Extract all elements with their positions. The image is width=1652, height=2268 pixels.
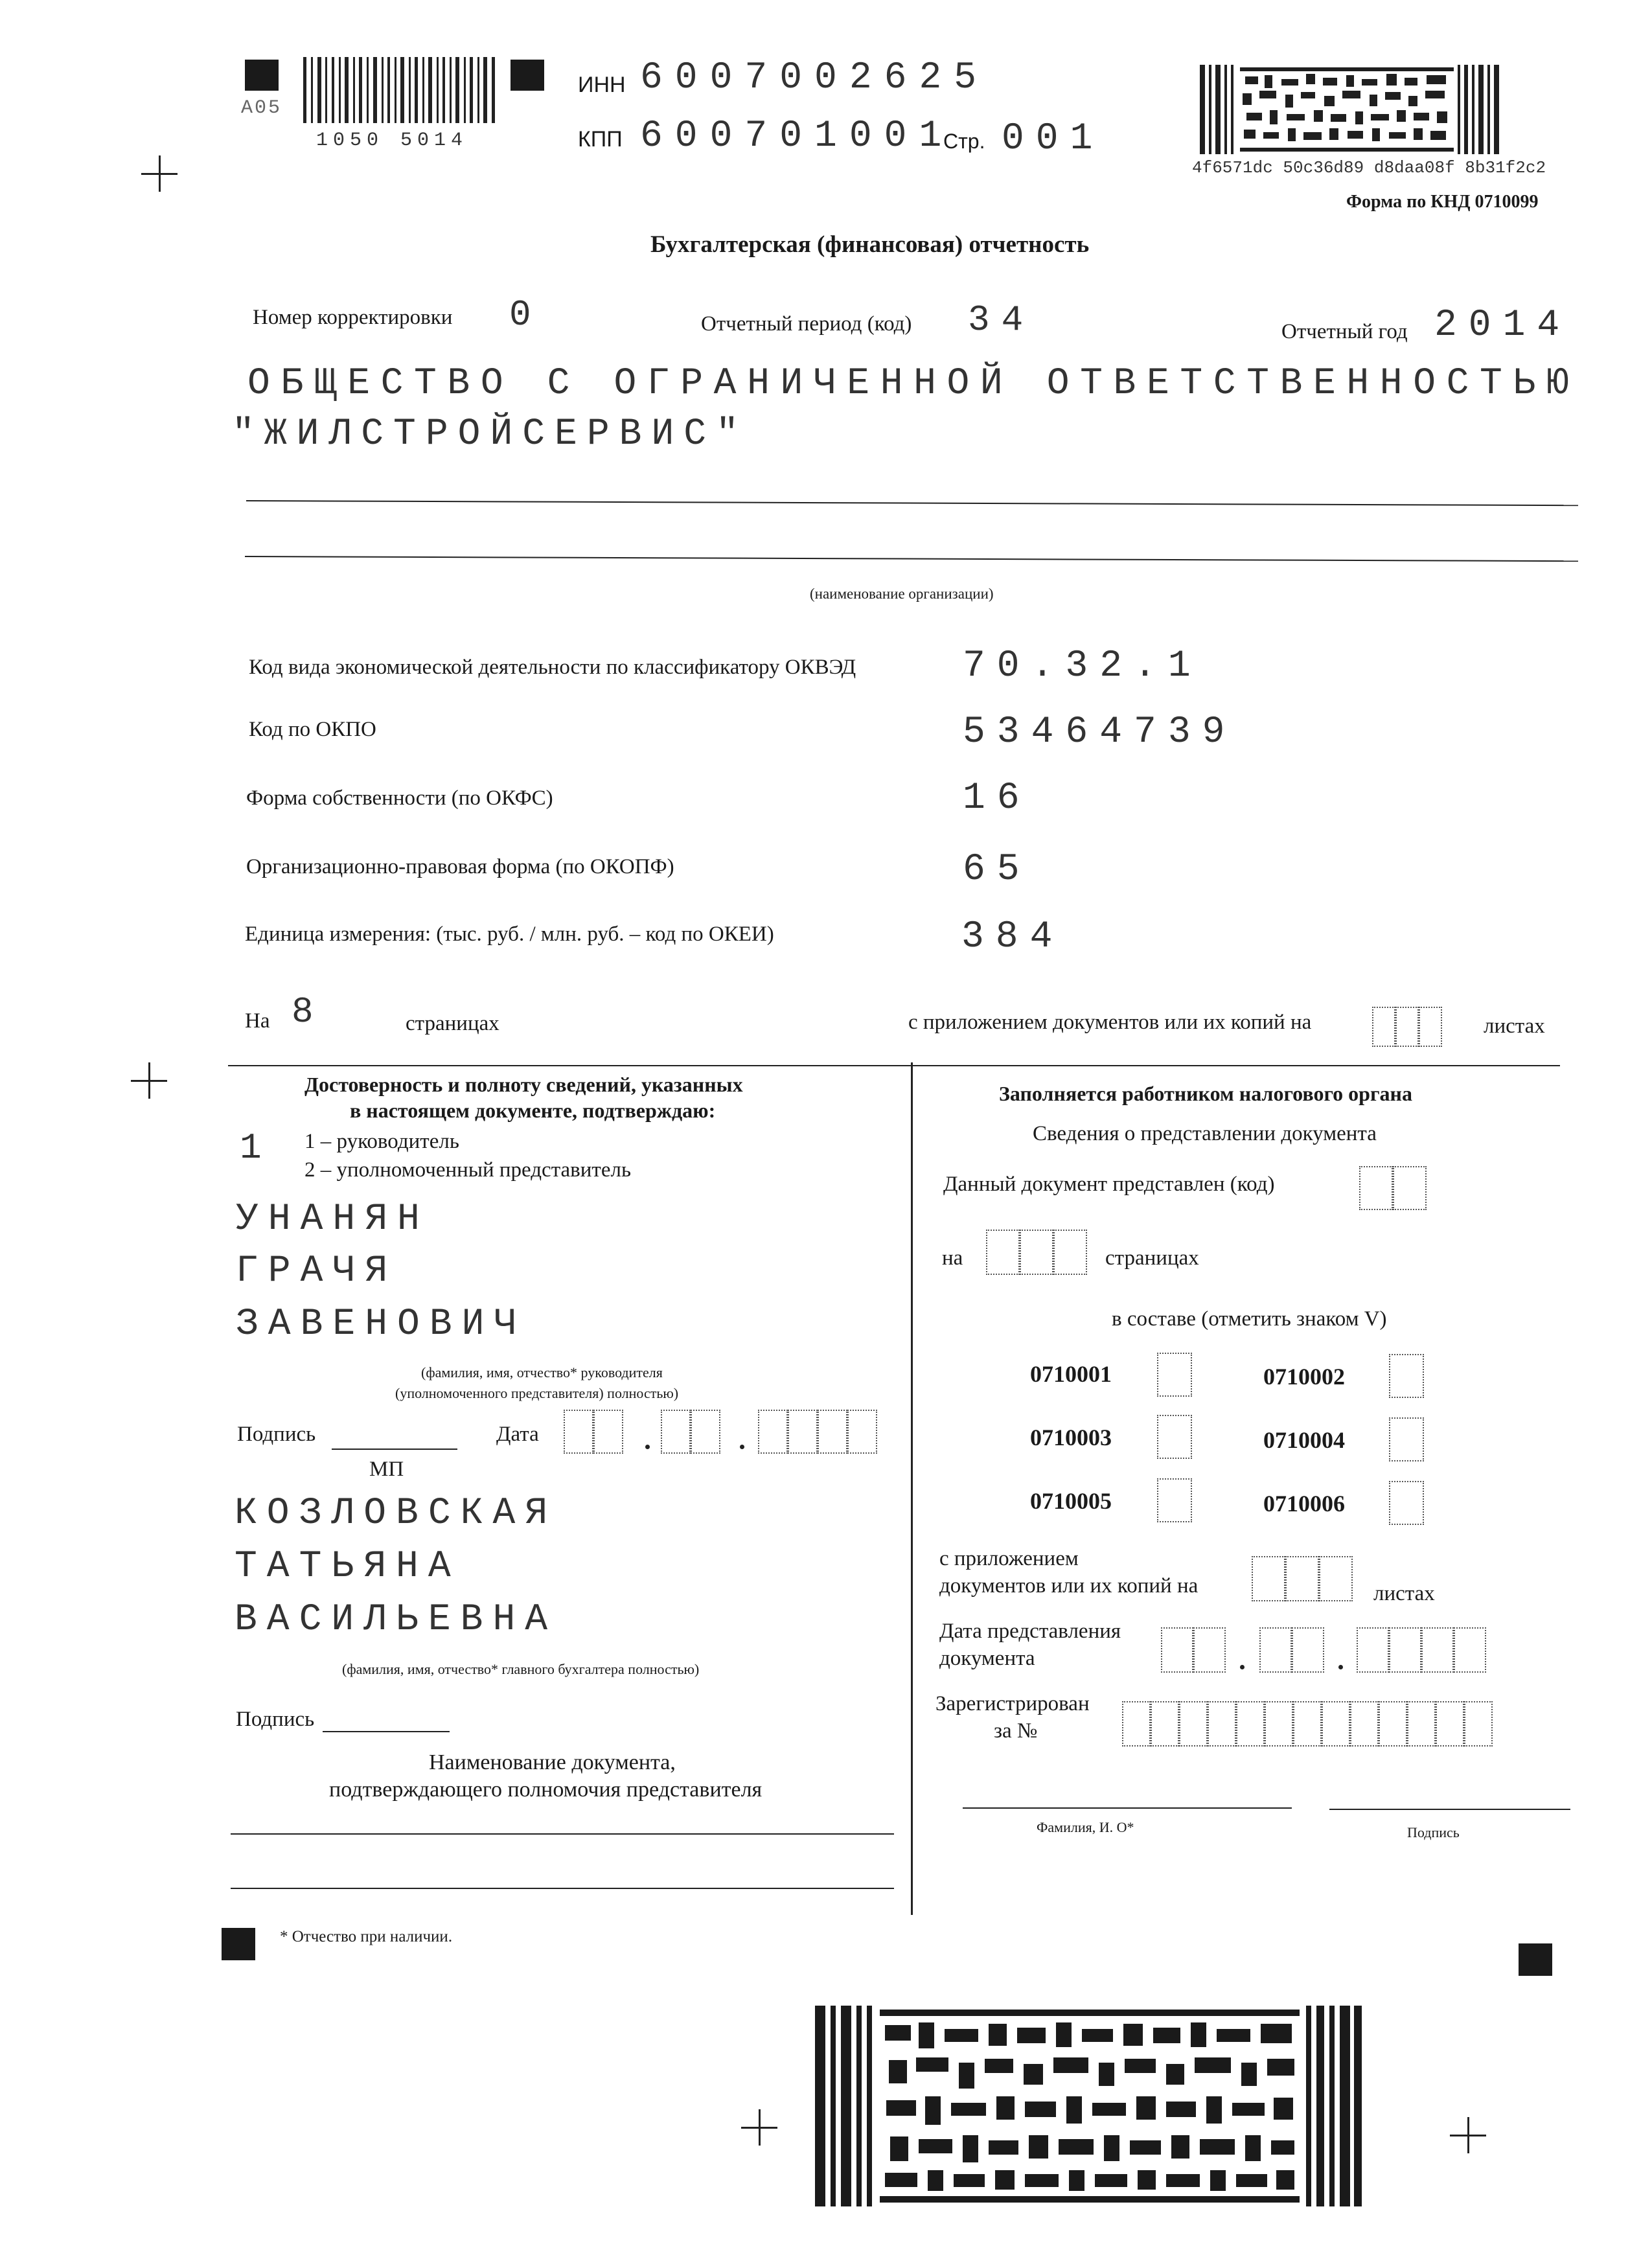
signature-label: Подпись [237, 1423, 316, 1446]
footnote: * Отчество при наличии. [280, 1928, 453, 1945]
submission-date-separator-1 [1240, 1665, 1245, 1669]
okfs-label: Форма собственности (по ОКФС) [246, 786, 553, 810]
barcode-2d-bottom [815, 2006, 1363, 2206]
signature2-line[interactable] [323, 1731, 450, 1732]
document-title: Бухгалтерская (финансовая) отчетность [650, 231, 1090, 258]
right-attach-label-line2: документов или их копий на [939, 1574, 1199, 1598]
barcode-small [303, 57, 498, 123]
form-0710006-label: 0710006 [1263, 1491, 1345, 1517]
confirm-title-line1: Достоверность и полноту сведений, указанных [304, 1073, 743, 1096]
submission-date-day-cells[interactable] [1161, 1627, 1226, 1673]
page-label: Стр. [943, 130, 985, 153]
submitted-code-cells[interactable] [1359, 1166, 1427, 1210]
form-0710005-label: 0710005 [1030, 1488, 1112, 1514]
crosshair-mark-left [131, 1062, 167, 1099]
inn-label: ИНН [578, 73, 626, 97]
tax-officer-name-line[interactable] [963, 1807, 1292, 1809]
knd-form-code: Форма по КНД 0710099 [1346, 192, 1539, 212]
tax-officer-name-caption: Фамилия, И. О* [1037, 1819, 1134, 1835]
accountant-patronymic: ВАСИЛЬЕВНА [235, 1599, 558, 1641]
submission-date-label-line1: Дата представления [939, 1620, 1121, 1643]
date-separator-1 [645, 1445, 650, 1449]
registration-mark-top-left [245, 60, 279, 91]
registration-mark-bottom-left [222, 1928, 255, 1960]
organization-caption: (наименование организации) [810, 586, 994, 602]
confirm-title-line2: в настоящем документе, подтверждаю: [350, 1099, 716, 1122]
submitted-code-label: Данный документ представлен (код) [943, 1173, 1275, 1196]
right-pages-label: страницах [1105, 1246, 1199, 1270]
submission-date-month-cells[interactable] [1259, 1627, 1324, 1673]
signer-code: 1 [240, 1127, 262, 1169]
organization-name-line2: "ЖИЛСТРОЙСЕРВИС" [232, 413, 748, 455]
signature-line[interactable] [332, 1449, 457, 1450]
registration-number-cells[interactable] [1122, 1701, 1493, 1747]
head-caption-line1: (фамилия, имя, отчество* руководителя [421, 1364, 663, 1380]
barcode-number: 1050 5014 [316, 130, 468, 152]
pages-on-label: На [245, 1009, 270, 1033]
registered-label-line2: за № [994, 1719, 1038, 1743]
attachments-label: с приложением документов или их копий на [908, 1011, 1312, 1034]
correction-value: 0 [509, 294, 531, 336]
form-0710003-label: 0710003 [1030, 1425, 1112, 1450]
date-month-cells[interactable] [661, 1410, 720, 1454]
form-0710001-label: 0710001 [1030, 1361, 1112, 1387]
submission-date-label-line2: документа [939, 1647, 1035, 1670]
right-attach-label-line1: с приложением [939, 1547, 1079, 1570]
period-value: 34 [968, 299, 1035, 341]
signer-option-2: 2 – уполномоченный представитель [304, 1158, 632, 1182]
authority-doc-line-2[interactable] [231, 1888, 894, 1889]
head-caption-line2: (уполномоченного представителя) полностью) [395, 1385, 679, 1401]
accountant-surname: КОЗЛОВСКАЯ [235, 1493, 558, 1535]
tax-officer-signature-line[interactable] [1329, 1809, 1570, 1810]
year-value: 2014 [1434, 304, 1572, 347]
right-sheets-label: листах [1373, 1582, 1435, 1605]
form-0710001-checkbox[interactable] [1157, 1353, 1192, 1397]
submission-date-separator-2 [1338, 1665, 1343, 1669]
right-on-label: на [942, 1246, 963, 1270]
date-label: Дата [496, 1423, 539, 1446]
section-divider [228, 1065, 1560, 1066]
okpo-label: Код по ОКПО [249, 718, 376, 741]
okfs-value: 16 [963, 777, 1031, 819]
barcode-2d-top [1200, 65, 1502, 154]
accountant-caption: (фамилия, имя, отчество* главного бухгалтера полностью) [342, 1661, 700, 1677]
crosshair-mark-top-left [141, 155, 178, 192]
accountant-name: ТАТЬЯНА [235, 1546, 461, 1588]
crosshair-mark-bottom-left [741, 2109, 777, 2146]
date-separator-2 [740, 1445, 744, 1449]
okved-value: 70.32.1 [963, 645, 1202, 687]
form-0710005-checkbox[interactable] [1157, 1478, 1192, 1522]
date-year-cells[interactable] [758, 1410, 877, 1454]
right-attach-sheets-cells[interactable] [1252, 1556, 1353, 1601]
document-hash: 4f6571dc 50c36d89 d8daa08f 8b31f2c2 [1192, 158, 1546, 178]
period-label: Отчетный период (код) [701, 312, 912, 336]
form-0710002-checkbox[interactable] [1389, 1354, 1424, 1398]
head-name: ГРАЧЯ [236, 1250, 398, 1292]
submission-date-year-cells[interactable] [1357, 1627, 1486, 1673]
okopf-value: 65 [963, 849, 1031, 891]
form-0710003-checkbox[interactable] [1157, 1415, 1192, 1459]
stamp-label: МП [369, 1458, 404, 1481]
form-0710004-checkbox[interactable] [1389, 1417, 1424, 1461]
crosshair-mark-bottom-right [1450, 2117, 1486, 2153]
year-label: Отчетный год [1281, 320, 1408, 343]
head-surname: УНАНЯН [236, 1198, 430, 1241]
okopf-label: Организационно-правовая форма (по ОКОПФ) [246, 855, 674, 878]
okpo-value: 53464739 [963, 711, 1237, 753]
authority-doc-line-1[interactable] [231, 1833, 894, 1835]
pages-count: 8 [292, 991, 314, 1033]
form-0710006-checkbox[interactable] [1389, 1481, 1424, 1525]
signature2-label: Подпись [236, 1708, 315, 1731]
organization-line-1 [246, 500, 1578, 506]
page-value: 001 [1002, 118, 1105, 160]
registration-mark-top [511, 60, 544, 91]
kpp-label: КПП [578, 127, 623, 152]
form-marker: А05 [241, 97, 282, 119]
tax-officer-signature-caption: Подпись [1407, 1824, 1460, 1840]
attachments-sheets-cells[interactable] [1372, 1007, 1442, 1047]
form-0710004-label: 0710004 [1263, 1427, 1345, 1453]
organization-name-line1: ОБЩЕСТВО С ОГРАНИЧЕННОЙ ОТВЕТСТВЕННОСТЬЮ [247, 363, 1580, 405]
correction-label: Номер корректировки [253, 306, 453, 329]
okei-value: 384 [961, 916, 1064, 958]
registered-label-line1: Зарегистрирован [935, 1692, 1090, 1715]
okved-label: Код вида экономической деятельности по классификатору ОКВЭД [249, 656, 856, 679]
date-day-cells[interactable] [564, 1410, 623, 1454]
organization-line-2 [245, 556, 1578, 562]
registration-mark-bottom-right [1519, 1943, 1552, 1976]
tax-office-subtitle: Сведения о представлении документа [1033, 1122, 1377, 1145]
pages-label: страницах [406, 1012, 499, 1035]
authority-doc-title-line2: подтверждающего полномочия представителя [329, 1778, 763, 1802]
attachments-sheets-label: листах [1484, 1014, 1545, 1038]
right-pages-cells[interactable] [986, 1230, 1087, 1275]
head-patronymic: ЗАВЕНОВИЧ [236, 1303, 527, 1346]
kpp-value: 600701001 [640, 115, 954, 157]
form-0710002-label: 0710002 [1263, 1364, 1345, 1390]
tax-office-title: Заполняется работником налогового органа [999, 1082, 1412, 1105]
signer-option-1: 1 – руководитель [304, 1130, 459, 1153]
inn-value: 6007002625 [640, 57, 989, 99]
composition-label: в составе (отметить знаком V) [1112, 1307, 1387, 1331]
okei-label: Единица измерения: (тыс. руб. / млн. руб. – код по ОКЕИ) [245, 922, 774, 946]
authority-doc-title-line1: Наименование документа, [429, 1750, 676, 1774]
column-divider [911, 1062, 913, 1915]
